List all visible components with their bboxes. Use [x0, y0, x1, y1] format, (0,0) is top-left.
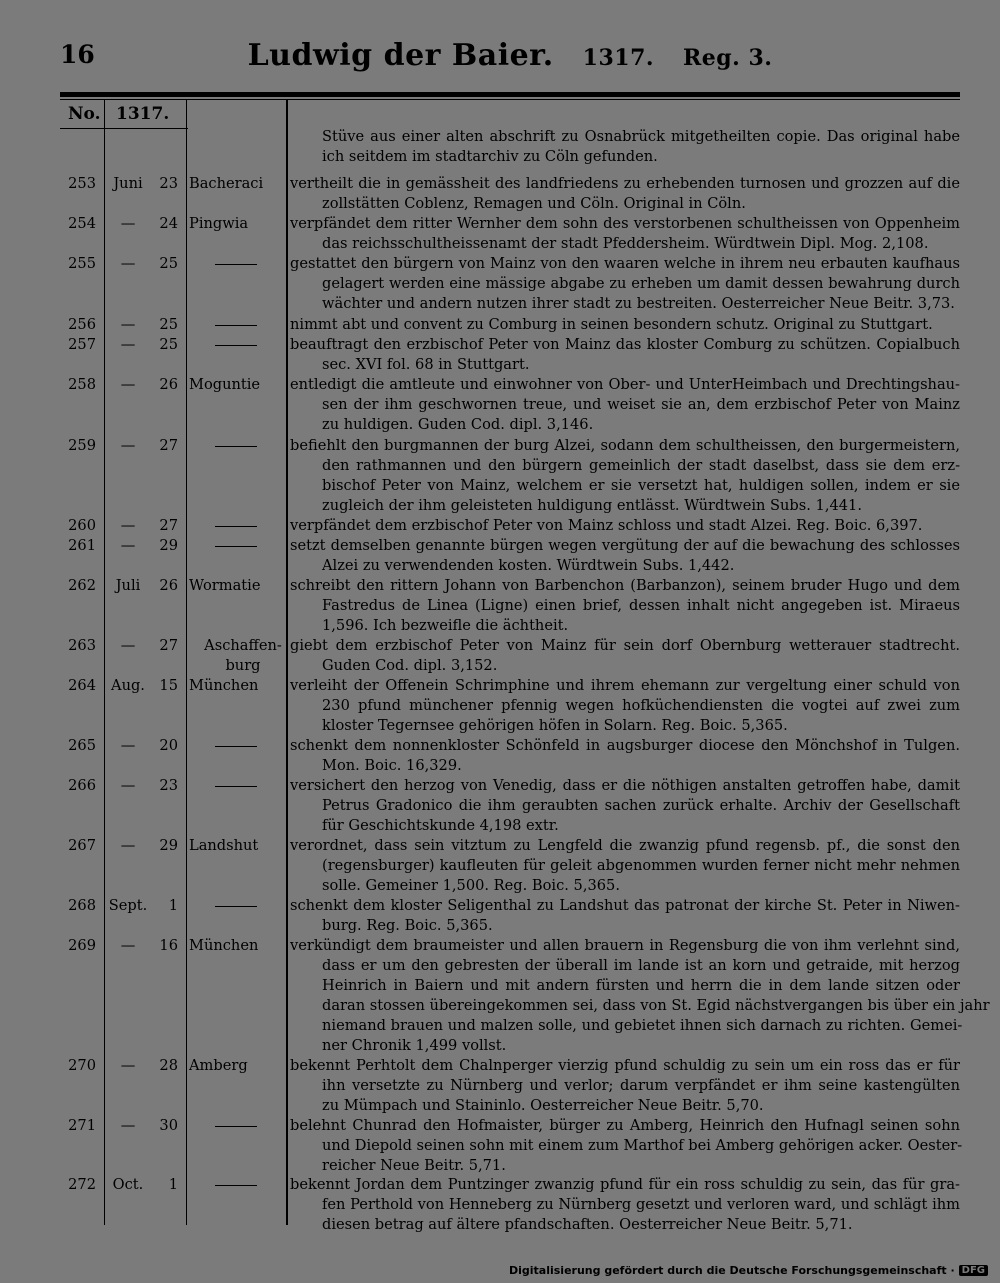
entry-place: München	[189, 937, 259, 954]
entry-place: Amberg	[189, 1057, 248, 1074]
entry-text	[290, 536, 960, 576]
entry-text	[290, 576, 960, 636]
place-dash	[189, 436, 285, 456]
text-line: verordnet, dass sein vitztum zu Lengfeld die zwanzig pfund regensb. pf., die sonst den	[290, 837, 960, 854]
entry-place: Bacheraci	[189, 175, 264, 192]
text-line: bekennt Perhtolt dem Chalnperger vierzig pfund schuldig zu sein um ein ross das er für	[290, 1057, 960, 1074]
text-line: gelagert werden eine mässige abgabe zu erheben um damit dessen bewahrung durch	[322, 275, 960, 292]
entry-text	[290, 516, 960, 536]
text-line: zu huldigen. Guden Cod. dipl. 3,146.	[322, 416, 594, 433]
entry-place: Aschaffen- burg	[204, 637, 282, 674]
entry-text	[290, 736, 960, 776]
text-line: diesen betrag auf ältere pfandschaften. Oesterreicher Neue Beitr. 5,71.	[322, 1216, 853, 1233]
entry-month: Juli	[115, 577, 141, 594]
entry-month: —	[120, 837, 136, 854]
place-dash	[189, 736, 285, 756]
text-line: reicher Neue Beitr. 5,71.	[322, 1157, 506, 1174]
entry-month: —	[120, 777, 136, 794]
text-line: verpfändet dem erzbischof Peter von Mainz schloss und stadt Alzei. Reg. Boic. 6,397.	[290, 517, 923, 534]
entry-day: 24	[159, 215, 178, 232]
entry-month: —	[120, 637, 136, 654]
text-line: bischof Peter von Mainz, welchem er sie versetzt hat, huldigen sollen, indem er sie	[322, 477, 960, 494]
text-line: den rathmannen und den bürgern gemeinlich der stadt daselbst, dass sie dem erz-	[322, 457, 960, 474]
entry-month: —	[120, 937, 136, 954]
text-line: 1,596. Ich bezweifle die ächtheit.	[322, 617, 569, 634]
title-regnal: Reg. 3.	[682, 45, 773, 71]
text-line: schenkt dem kloster Seligenthal zu Landshut das patronat der kirche St. Peter in Niwen-	[290, 897, 960, 914]
entry-number: 261	[68, 537, 96, 554]
text-line: versichert den herzog von Venedig, dass er die nöthigen anstalten getroffen habe, damit	[290, 777, 960, 794]
entry-day: 29	[159, 537, 178, 554]
text-line: ner Chronik 1,499 vollst.	[322, 1037, 507, 1054]
entry-number: 253	[68, 175, 96, 192]
entry-number: 257	[68, 336, 96, 353]
entry-month: Aug.	[111, 677, 145, 694]
entry-month: Oct.	[112, 1176, 144, 1193]
footer	[509, 1264, 988, 1277]
text-line: beauftragt den erzbischof Peter von Mainz das kloster Comburg zu schützen. Copialbuch	[290, 336, 960, 353]
text-line: Guden Cod. dipl. 3,152.	[322, 657, 498, 674]
entry-text	[290, 776, 960, 836]
entry-text	[290, 936, 990, 1056]
entry-number: 256	[68, 316, 96, 333]
text-line: Fastredus de Linea (Ligne) einen brief, dessen inhalt nicht angegeben ist. Miraeus	[322, 597, 960, 614]
text-line: entledigt die amtleute und einwohner von Ober- und UnterHeimbach und Drechtingshau-	[290, 376, 960, 393]
entry-number: 271	[68, 1117, 96, 1134]
entry-day: 27	[159, 637, 178, 654]
entry-number: 265	[68, 737, 96, 754]
entry-number: 259	[68, 437, 96, 454]
entry-day: 26	[159, 577, 178, 594]
text-line: fen Perthold von Henneberg zu Nürnberg gesetzt und verloren ward, und schlägt ihm	[322, 1196, 960, 1213]
entry-month: —	[120, 316, 136, 333]
entry-text	[290, 254, 960, 314]
place-dash	[189, 315, 285, 335]
text-line: setzt demselben genannte bürgen wegen vergütung der auf die bewachung des schlosses	[290, 537, 960, 554]
text-line: sen der ihm geschwornen treue, und weiset sie an, dem erzbischof Peter von Mainz	[322, 396, 960, 413]
entry-month: —	[120, 215, 136, 232]
text-line: niemand brauen und malzen solle, und gebietet ihnen sich darnach zu richten. Gemei-	[322, 1017, 963, 1034]
entry-number: 258	[68, 376, 96, 393]
place-dash	[189, 1116, 285, 1136]
entry-text	[290, 896, 960, 936]
title-text: Ludwig der Baier.	[247, 38, 554, 73]
text-line: ich seitdem im stadtarchiv zu Cöln gefunden.	[322, 148, 658, 165]
entry-number: 255	[68, 255, 96, 272]
place-dash	[189, 896, 285, 916]
entry-number: 269	[68, 937, 96, 954]
text-line: Heinrich in Baiern und mit andern fürsten und herrn die in dem lande sitzen oder	[322, 977, 960, 994]
text-line: Petrus Gradonico die ihm geraubten sachen zurück erhalte. Archiv der Gesellschaft	[322, 797, 960, 814]
entry-day: 1	[168, 1176, 178, 1193]
entry-text	[290, 1116, 963, 1176]
text-line: (regensburger) kaufleuten für geleit abgenommen wurden ferner nicht mehr nehmen	[322, 857, 960, 874]
text-line: verpfändet dem ritter Wernher dem sohn des verstorbenen schultheissen von Oppenheim	[290, 215, 960, 232]
entry-place: München	[189, 677, 259, 694]
text-line: kloster Tegernsee gehörigen höfen in Solarn. Reg. Boic. 5,365.	[322, 717, 788, 734]
text-line: solle. Gemeiner 1,500. Reg. Boic. 5,365.	[322, 877, 620, 894]
entry-day: 30	[159, 1117, 178, 1134]
text-line: bekennt Jordan dem Puntzinger zwanzig pfund für ein ross schuldig zu sein, das für gra-	[290, 1176, 960, 1193]
entry-text	[290, 315, 960, 335]
column-head-year: 1317.	[116, 104, 170, 124]
text-line: und Diepold seinen sohn mit einem zum Marthof bei Amberg gehörigen acker. Oester-	[322, 1137, 963, 1154]
footer-text: Digitalisierung gefördert durch die Deutsche Forschungsgemeinschaft ·	[508, 1264, 955, 1277]
text-line: schreibt den rittern Johann von Barbenchon (Barbanzon), seinem bruder Hugo und dem	[290, 577, 960, 594]
entry-number: 262	[68, 577, 96, 594]
entry-day: 27	[159, 437, 178, 454]
entry-day: 25	[159, 316, 178, 333]
text-line: daran stossen übereingekommen sei, dass von St. Egid nächstvergangen bis über ein jahr	[322, 997, 990, 1014]
entry-day: 26	[159, 376, 178, 393]
text-line: zollstätten Coblenz, Remagen und Cöln. Original in Cöln.	[322, 195, 746, 212]
entry-text	[290, 174, 960, 214]
entry-text	[290, 335, 960, 375]
entry-text	[290, 436, 960, 516]
text-line: nimmt abt und convent zu Comburg in seinen besondern schutz. Original zu Stuttgart.	[290, 316, 933, 333]
text-line: befiehlt den burgmannen der burg Alzei, sodann dem schultheissen, den burgermeistern,	[290, 437, 960, 454]
entry-month: —	[120, 517, 136, 534]
title-year: 1317.	[582, 45, 655, 71]
text-line: das reichsschultheissenamt der stadt Pfeddersheim. Würdtwein Dipl. Mog. 2,108.	[322, 235, 929, 252]
entry-number: 272	[68, 1176, 96, 1193]
column-head-no: No.	[68, 104, 101, 124]
entry-text	[290, 636, 960, 676]
entry-number: 270	[68, 1057, 96, 1074]
entry-text	[290, 375, 960, 435]
entry-month: Juni	[113, 175, 143, 192]
entry-day: 25	[159, 255, 178, 272]
entry-place: Landshut	[189, 837, 259, 854]
text-line: verkündigt dem braumeister und allen brauern in Regensburg die von ihm verlehnt sind,	[290, 937, 960, 954]
place-dash	[189, 335, 285, 355]
entry-number: 267	[68, 837, 96, 854]
entry-month: —	[120, 737, 136, 754]
text-line: burg. Reg. Boic. 5,365.	[322, 917, 493, 934]
text-line: zugleich der ihm geleisteten huldigung entlässt. Würdtwein Subs. 1,441.	[322, 497, 862, 514]
text-line: vertheilt die in gemässheit des landfriedens zu erhebenden turnosen und grozzen auf die	[290, 175, 960, 192]
entry-text	[290, 836, 960, 896]
entry-month: —	[120, 1057, 136, 1074]
place-dash	[189, 254, 285, 274]
text-line: verleiht der Offenein Schrimphine und ihrem ehemann zur vergeltung einer schuld von	[290, 677, 960, 694]
page-number: 16	[60, 40, 95, 69]
entry-day: 15	[159, 677, 178, 694]
text-line: Stüve aus einer alten abschrift zu Osnabrück mitgetheilten copie. Das original habe	[322, 128, 960, 145]
place-dash	[189, 776, 285, 796]
text-line: ihn versetzte zu Nürnberg und verlor; darum verpfändet er ihm seine kastengülten	[322, 1077, 960, 1094]
text-line: Mon. Boic. 16,329.	[322, 757, 462, 774]
text-line: Alzei zu verwendenden kosten. Würdtwein Subs. 1,442.	[322, 557, 735, 574]
entry-month: —	[120, 255, 136, 272]
entry-month: —	[120, 336, 136, 353]
entry-number: 264	[68, 677, 96, 694]
entry-day: 23	[159, 175, 178, 192]
entry-month: —	[120, 376, 136, 393]
entry-month: —	[120, 537, 136, 554]
entry-month: —	[120, 1117, 136, 1134]
entry-day: 23	[159, 777, 178, 794]
text-line: giebt dem erzbischof Peter von Mainz für sein dorf Obernburg wetterauer stadtrecht.	[290, 637, 960, 654]
entry-place: Pingwia	[189, 215, 249, 232]
entry-month: Sept.	[108, 897, 148, 914]
entry-text	[290, 214, 960, 254]
entry-day: 25	[159, 336, 178, 353]
entry-number: 263	[68, 637, 96, 654]
text-line: für Geschichtskunde 4,198 extr.	[322, 817, 559, 834]
entry-day: 1	[168, 897, 178, 914]
text-line: belehnt Chunrad den Hofmaister, bürger zu Amberg, Heinrich den Hufnagl seinen sohn	[290, 1117, 960, 1134]
entry-number: 266	[68, 777, 96, 794]
text-line: sec. XVI fol. 68 in Stuttgart.	[322, 356, 530, 373]
place-dash	[189, 516, 285, 536]
entry-number: 268	[68, 897, 96, 914]
text-line: 230 pfund münchener pfennig wegen hofküchendiensten die vogtei auf zwei zum	[322, 697, 960, 714]
entry-number: 254	[68, 215, 96, 232]
entry-number: 260	[68, 517, 96, 534]
text-line: wächter und andern nutzen ihrer stadt zu bestreiten. Oesterreicher Neue Beitr. 3,73.	[322, 295, 955, 312]
entry-day: 29	[159, 837, 178, 854]
text-line: zu Mümpach und Staininlo. Oesterreicher Neue Beitr. 5,70.	[322, 1097, 764, 1114]
text-line: schenkt dem nonnenkloster Schönfeld in augsburger diocese den Mönchshof in Tulgen.	[290, 737, 960, 754]
entry-text	[290, 676, 960, 736]
text-line: dass er um den gebresten der überall im lande ist an korn und getraide, mit herzog	[322, 957, 960, 974]
text-line: gestattet den bürgern von Mainz von den waaren welche in ihrem neu erbauten kaufhaus	[290, 255, 960, 272]
dfg-logo: DFG	[959, 1265, 988, 1276]
entry-month: —	[120, 437, 136, 454]
entry-text	[290, 1056, 960, 1116]
entry-day: 16	[159, 937, 178, 954]
entry-day: 28	[159, 1057, 178, 1074]
entry-text	[290, 127, 960, 167]
place-dash	[189, 1175, 285, 1195]
place-dash	[189, 536, 285, 556]
entry-text	[290, 1175, 960, 1235]
entry-day: 27	[159, 517, 178, 534]
entry-place: Moguntie	[189, 376, 261, 393]
entry-place: Wormatie	[189, 577, 261, 594]
entry-day: 20	[159, 737, 178, 754]
